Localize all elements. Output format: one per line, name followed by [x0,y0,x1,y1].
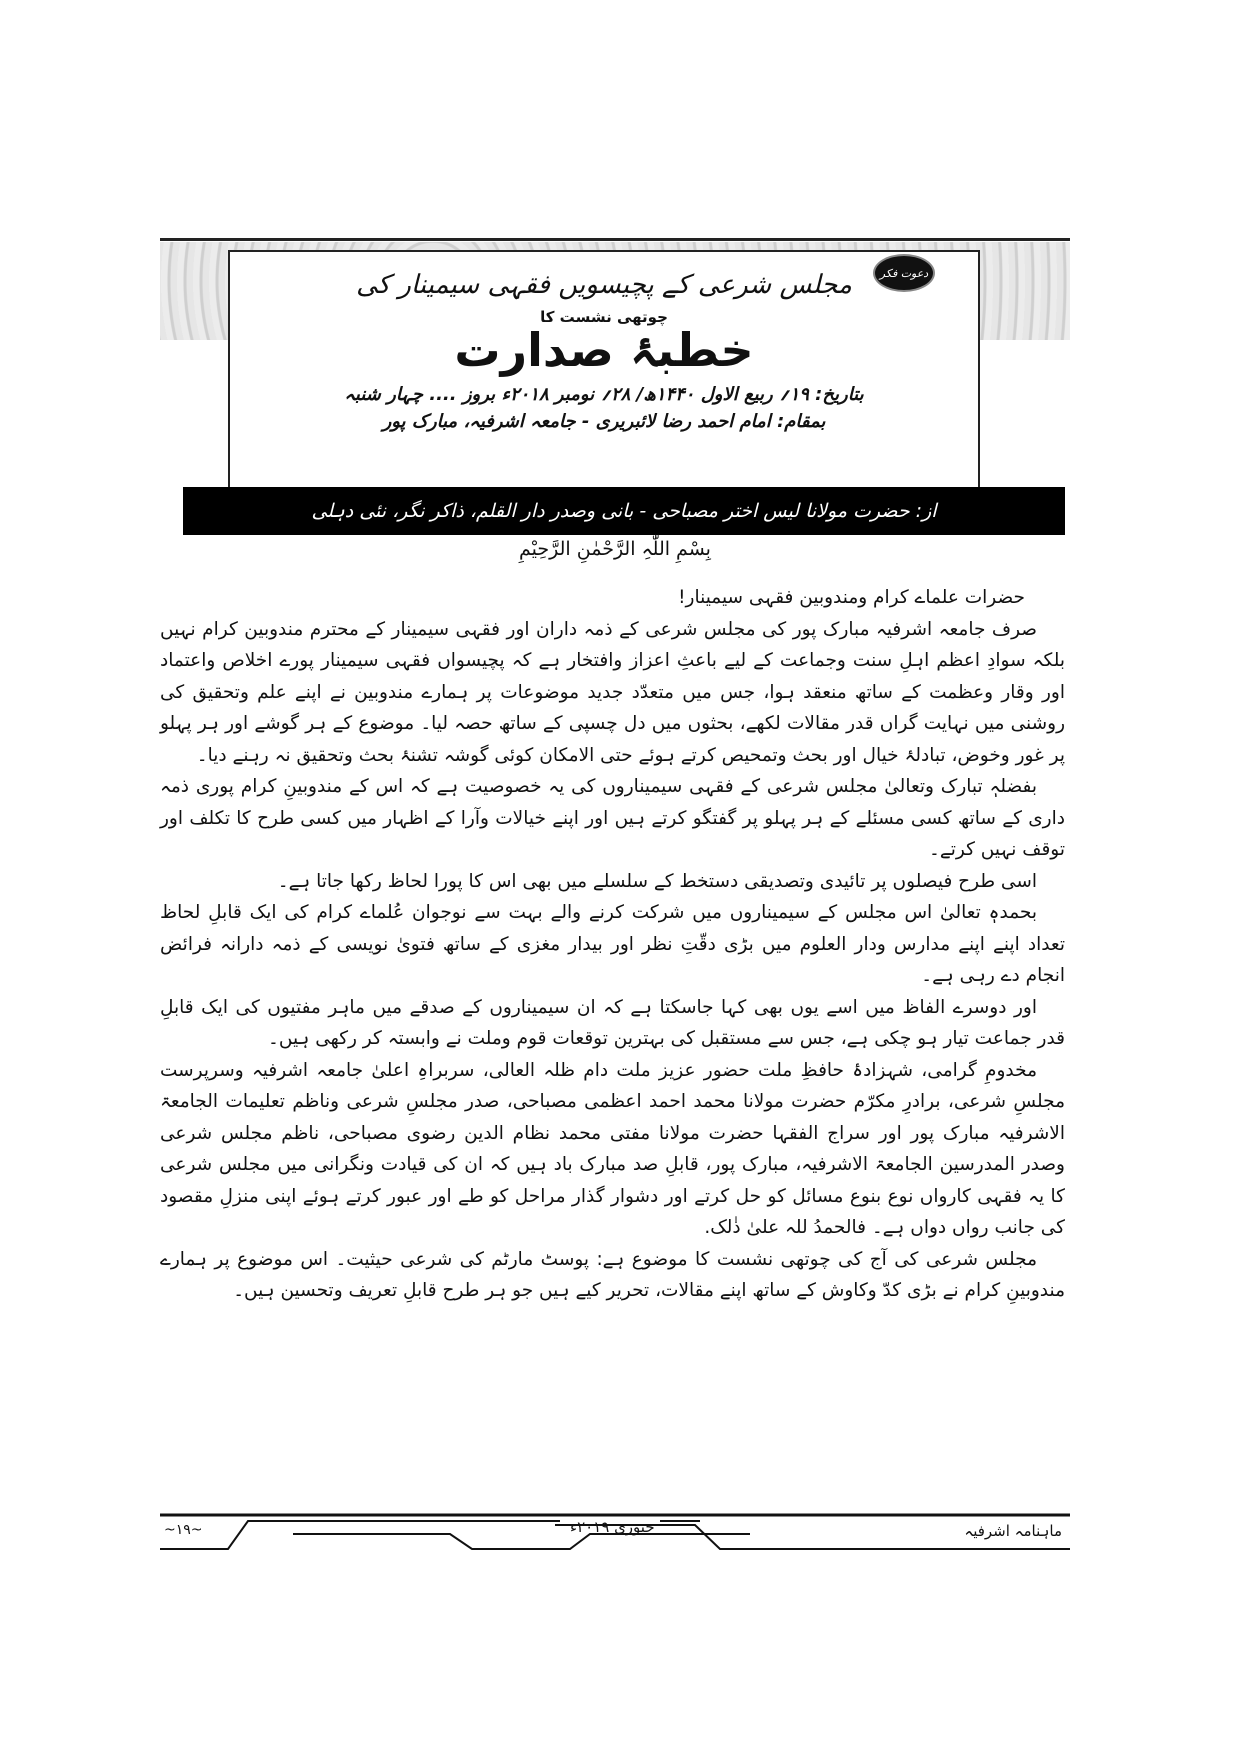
title-line-2: چوتھی نشست کا [540,308,668,326]
title-box [228,250,980,489]
paragraph: اسی طرح فیصلوں پر تائیدی وتصدیقی دستخط کے سلسلے میں بھی اس کا پورا لحاظ رکھا جاتا ہے۔ [277,870,1037,892]
paragraph: مخدومِ گرامی، شہزادۂ حافظِ ملت حضور عزیز ملت دام ظلہ العالی، سربراہِ اعلیٰ جامعہ اشرفیہ وسرپرست مجلسِ شرعی، برادرِ مکرّم حضرت مولانا محمد احمد اعظمی مصباحی، صدر مجلسِ شرعی وناظم تعلیمات الجامعۃ الاشرفیہ مبارک پور اور سراج الفقہا حضرت مولانا مفتی محمد نظام الدین رضوی مصباحی، ناظم مجلس شرعی وصدر المدرسین الجامعۃ الاشرفیہ، مبارک پور، قابلِ صد مبارک باد ہیں کہ ان کی قیادت ونگرانی میں مجلس شرعی کا یہ فقہی کارواں نوع بنوع مسائل کو حل کرتے اور دشوار گذار مراحل کو طے اور عبور کرتے ہوئے اپنی منزلِ مقصود کی جانب رواں دواں ہے۔ فالحمدُ للہ علیٰ ذٰلک. [160,1059,1065,1238]
date-line: بتاریخ: ۱۹؍ ربیع الاول ۱۴۴۰ھ/ ۲۸؍ نومبر ۲۰۱۸ء بروز .... چہار شنبہ [344,384,864,405]
top-rule [160,238,1070,241]
author-bar: از: حضرت مولانا لیس اختر مصباحی - بانی وصدر دار القلم، ذاکر نگر، نئی دہلی [183,487,1065,535]
paragraph: صرف جامعہ اشرفیہ مبارک پور کی مجلس شرعی کے ذمہ داران اور فقہی سیمینار کے محترم مندوبین کرام نہیں بلکہ سوادِ اعظم اہلِ سنت وجماعت کے لیے باعثِ اعزاز وافتخار ہے کہ پچیسواں فقہی سیمینار پورے اخلاص واعتماد اور وقار وعظمت کے ساتھ منعقد ہوا، جس میں متعدّد جدید موضوعات پر ہمارے مندوبین نے اپنے علم وتحقیق کی روشنی میں نہایت گراں قدر مقالات لکھے، بحثوں میں دل چسپی کے ساتھ حصہ لیا۔ موضوع کے ہر گوشے اور ہر پہلو پر غور وخوض، تبادلۂ خیال اور بحث وتمحیص کرتے ہوئے حتی الامکان کوئی گوشہ تشنۂ بحث وتحقیق نہ رہنے دیا۔ [160,618,1065,766]
article-body [160,582,1065,1307]
venue-line: بمقام: امام احمد رضا لائبریری - جامعہ اشرفیہ، مبارک پور [382,411,826,432]
bismillah: بِسْمِ اللّٰہِ الرَّحْمٰنِ الرَّحِیْمِ [519,538,711,560]
paragraph: مجلس شرعی کی آج کی چوتھی نشست کا موضوع ہے: پوسٹ مارٹم کی شرعی حیثیت۔ اس موضوع پر ہمارے مندوبینِ کرام نے بڑی کدّ وکاوش کے ساتھ اپنے مقالات، تحریر کیے ہیں جو ہر طرح قابلِ تعریف وتحسین ہیں۔ [160,1248,1065,1301]
paragraph: اور دوسرے الفاظ میں اسے یوں بھی کہا جاسکتا ہے کہ ان سیمیناروں کے صدقے میں ماہر مفتیوں کی ایک قابلِ قدر جماعت تیار ہو چکی ہے، جس سے مستقبل کی بہترین توقعات قوم وملت نے وابستہ کر رکھی ہیں۔ [160,996,1065,1049]
section-badge: دعوت فکر [873,254,935,292]
paragraph: بفضلہٖ تبارک وتعالیٰ مجلس شرعی کے فقہی سیمیناروں کی یہ خصوصیت ہے کہ اس کے مندوبینِ کرام پوری ذمہ داری کے ساتھ کسی مسئلے کے ہر پہلو پر گفتگو کرتے ہیں اور اپنے خیالات وآرا کے اظہار میں کسی طرح کا تکلف اور توقف نہیں کرتے۔ [160,776,1065,860]
main-title: خطبۂ صدارت [454,323,754,377]
salutation: حضرات علماے کرام ومندوبین فقہی سیمینار! [678,587,1025,608]
issue-date: جنوری ۲۰۱۹ء [570,1518,655,1536]
page-footer [160,1512,1070,1552]
page-number: ~۱۹~ [164,1522,203,1538]
paragraph: بحمدہٖ تعالیٰ اس مجلس کے سیمیناروں میں شرکت کرنے والے بہت سے نوجوان عُلماے کرام کی ایک قابلِ لحاظ تعداد اپنے اپنے مدارس ودار العلوم میں بڑی دقّتِ نظر اور بیدار مغزی کے ساتھ فتویٰ نویسی کے ذمہ دارانہ فرائض انجام دے رہی ہے۔ [160,902,1065,986]
magazine-name: ماہنامہ اشرفیہ [964,1522,1062,1540]
title-line-1: مجلس شرعی کے پچیسویں فقہی سیمینار کی [356,270,852,300]
